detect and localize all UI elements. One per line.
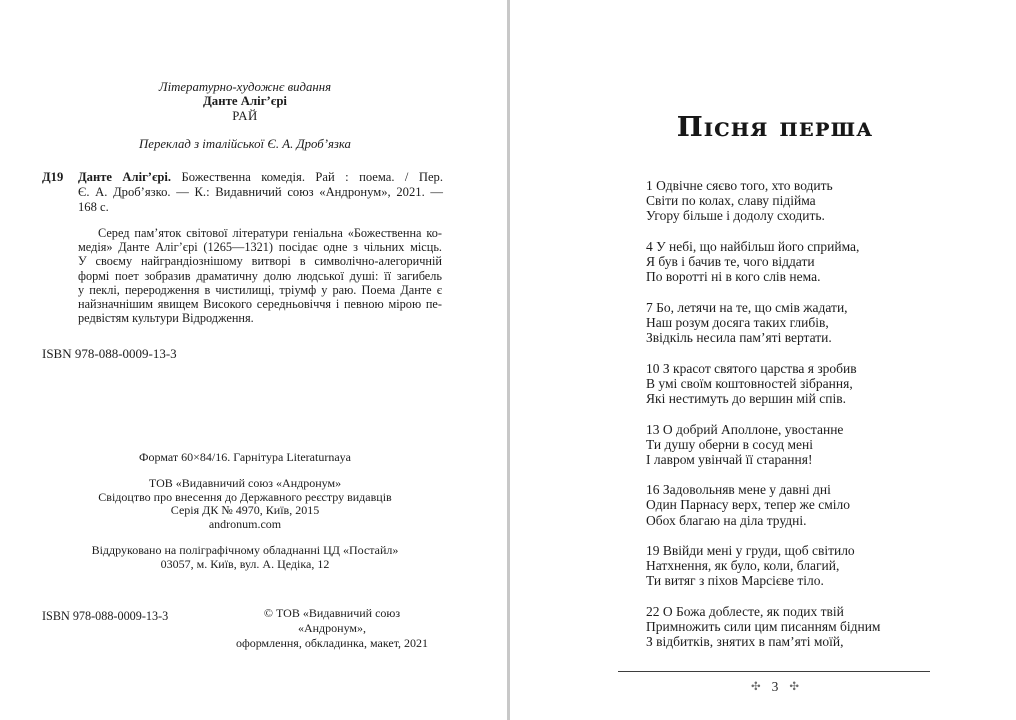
verse-line: 13 О добрий Аполлоне, увостанне bbox=[646, 421, 844, 437]
catalog-author: Данте Аліг’єрі. bbox=[78, 170, 172, 184]
publisher-info bbox=[0, 477, 490, 532]
stanza bbox=[646, 300, 880, 345]
ornament-icon: ✣ bbox=[750, 680, 761, 693]
annotation-line: Серед пам’яток світової літератури геніальна «Божественна ко- bbox=[98, 226, 442, 240]
verse-line: Які нестимуть до вершин мій спів. bbox=[646, 390, 846, 406]
canto-title: Пісня перша bbox=[676, 112, 874, 143]
book-title: РАЙ bbox=[232, 108, 258, 123]
verse-line: 7 Бо, летячи на те, що смів жадати, bbox=[646, 299, 848, 315]
verse-line: Ти душу оберни в сосуд мені bbox=[646, 436, 813, 452]
publisher-website: andronum.com bbox=[208, 517, 282, 532]
verse-line: Обох благаю на діла трудні. bbox=[646, 512, 807, 528]
copyright-line: оформлення, обкладинка, макет, 2021 bbox=[235, 636, 429, 650]
verse-line: Один Парнасу верх, тепер же сміло bbox=[646, 497, 850, 513]
catalog-title: Божественна комедія. Рай : поема. / Пер. bbox=[171, 170, 443, 184]
page-footer bbox=[535, 679, 1015, 695]
verse-line: Угору більше і додолу сходить. bbox=[646, 208, 825, 224]
verse-line: Звідкіль несила пам’яті вертати. bbox=[646, 329, 832, 345]
verse-line: 10 З красот святого царства я зробив bbox=[646, 360, 857, 376]
copyright-line: © ТОВ «Видавничий союз «Андронум», bbox=[263, 606, 401, 635]
verse-line: 19 Ввійди мені у груди, щоб світило bbox=[646, 543, 855, 559]
print-line: 03057, м. Київ, вул. А. Цедіка, 12 bbox=[160, 557, 330, 571]
verse-line: І лавром увінчай її старання! bbox=[646, 451, 813, 467]
ornament-icon: ✣ bbox=[789, 680, 800, 693]
catalog-code: Д19 bbox=[42, 170, 64, 184]
author-name: Данте Аліг’єрі bbox=[203, 94, 287, 108]
publisher-line: Свідоцтво про внесення до Державного реєстру видавців bbox=[98, 489, 392, 504]
annotation-line: у пеклі, переродження в чистилищі, тріумф у раю. Поема Данте є bbox=[78, 282, 442, 297]
title-block bbox=[0, 80, 490, 151]
publisher-line: Серія ДК № 4970, Київ, 2015 bbox=[170, 503, 320, 518]
verse-line: 4 У небі, що найбільш його сприйма, bbox=[646, 238, 860, 254]
stanza bbox=[646, 482, 880, 527]
verse-line: З відбитків, знятих в пам’яті моїй, bbox=[646, 634, 844, 650]
annotation-line: формі поет зобразив драматичну долю людської душі: її загибель bbox=[78, 268, 442, 283]
verse-line: Ти витяг з піхов Марсієве тіло. bbox=[646, 573, 824, 589]
catalog-line: 168 с. bbox=[78, 200, 109, 214]
verse-line: Світи по колах, славу підійма bbox=[646, 193, 816, 209]
verse-line: 1 Одвічне сяєво того, хто водить bbox=[646, 178, 833, 193]
stanza bbox=[646, 543, 880, 588]
footer-isbn: ISBN 978-088-0009-13-3 bbox=[42, 609, 169, 623]
annotation-line: редвістям культури Відродження. bbox=[78, 311, 254, 326]
annotation-line: У своєму найграндіознішому витворі в символічно-алегоричній bbox=[78, 254, 442, 269]
catalog-entry bbox=[42, 170, 443, 215]
stanza bbox=[646, 361, 880, 406]
verse-line: Я був і бачив те, чого віддати bbox=[646, 253, 815, 269]
annotation bbox=[78, 226, 442, 325]
print-line: Віддруковано на поліграфічному обладнанні ЦД «Постайл» bbox=[91, 543, 399, 557]
catalog-line bbox=[78, 170, 443, 185]
stanza bbox=[646, 239, 880, 284]
edition-note: Літературно-художнє видання bbox=[158, 80, 332, 94]
format-line: Формат 60×84/16. Гарнітура Literaturnaya bbox=[139, 450, 351, 464]
copyright bbox=[230, 606, 434, 651]
isbn: ISBN 978-088-0009-13-3 bbox=[42, 346, 177, 361]
translation-note: Переклад з італійської Є. А. Дроб’язка bbox=[139, 137, 351, 151]
verse-line: По воротті ні в кого слів нема. bbox=[646, 269, 821, 285]
verse-block bbox=[646, 178, 880, 665]
right-page bbox=[508, 0, 1016, 720]
stanza bbox=[646, 422, 880, 467]
stanza bbox=[646, 604, 880, 649]
catalog-line: Є. А. Дроб’язко. — К.: Видавничий союз «Андронум», 2021. — bbox=[78, 185, 443, 199]
verse-line: Натхнення, як було, коли, благий, bbox=[646, 558, 840, 574]
verse-line: Наш розум досяга таких глибів, bbox=[646, 314, 829, 330]
page-number: 3 bbox=[771, 679, 779, 694]
verse-line: 16 Задовольняв мене у давні дні bbox=[646, 482, 831, 498]
print-info bbox=[0, 543, 490, 571]
stanza bbox=[646, 178, 880, 223]
verse-line: Примножить сили цим писанням бідним bbox=[646, 619, 881, 635]
annotation-line: медія» Данте Аліг’єрі (1265—1321) посідає одне з чільних місць. bbox=[78, 240, 442, 255]
annotation-line: найзначнішим явищем Високого середньовіччя і певною мірою пе- bbox=[78, 297, 442, 312]
publisher-line: ТОВ «Видавничий союз «Андронум» bbox=[148, 476, 342, 490]
verse-line: 22 О Божа доблесте, як подих твій bbox=[646, 604, 844, 620]
footer-rule bbox=[618, 671, 930, 672]
verse-line: В умі своїм коштовностей зібрання, bbox=[646, 375, 853, 391]
